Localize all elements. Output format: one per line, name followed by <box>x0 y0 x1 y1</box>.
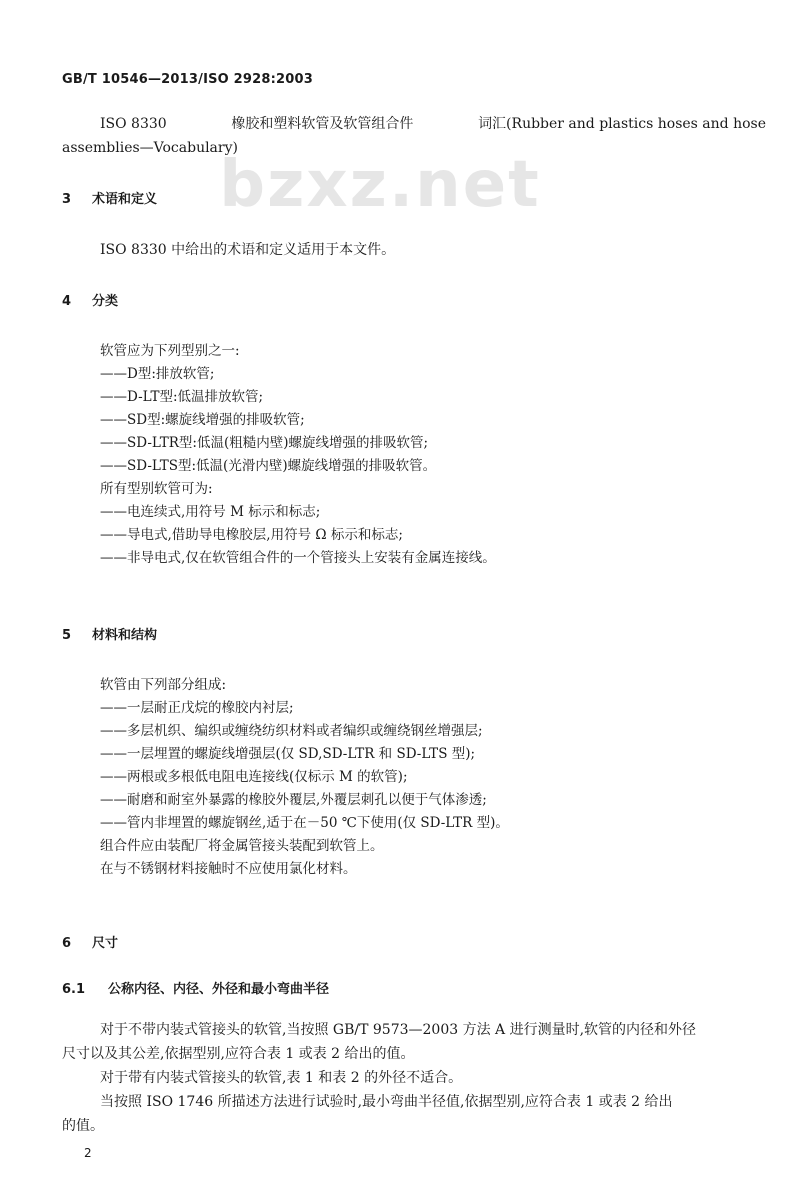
section-5-heading: 5 材料和结构 <box>62 628 158 643</box>
normative-reference <box>62 112 766 160</box>
paragraph-line: 尺寸以及其公差,依据型别,应符合表 1 或表 2 给出的值。 <box>62 1046 415 1062</box>
variants-intro: 所有型别软管可为: <box>100 481 213 497</box>
section-5-body <box>100 674 509 881</box>
list-item: ——非导电式,仅在软管组合件的一个管接头上安装有金属连接线。 <box>100 550 496 566</box>
section-6-1-body <box>62 1018 766 1138</box>
section-6-heading: 6 尺寸 <box>62 936 119 951</box>
watermark: bzxz.net <box>219 148 541 222</box>
section-6-1-heading: 6.1 公称内径、内径、外径和最小弯曲半径 <box>62 982 330 997</box>
paragraph-line: 对于带有内装式管接头的软管,表 1 和表 2 的外径不适合。 <box>100 1070 463 1086</box>
paragraph-line: 的值。 <box>62 1118 104 1134</box>
note-line: 组合件应由装配厂将金属管接头装配到软管上。 <box>100 838 384 854</box>
list-item: ——管内非埋置的螺旋钢丝,适于在－50 ℃下使用(仅 SD-LTR 型)。 <box>100 815 509 831</box>
list-item: ——SD-LTS型:低温(光滑内壁)螺旋线增强的排吸软管。 <box>100 458 437 474</box>
section-4-heading: 4 分类 <box>62 294 119 309</box>
list-item: ——一层埋置的螺旋线增强层(仅 SD,SD-LTR 和 SD-LTS 型); <box>100 746 476 762</box>
list-item: ——一层耐正戊烷的橡胶内衬层; <box>100 700 294 716</box>
composition-intro: 软管由下列部分组成: <box>100 677 227 693</box>
reference-vocabulary: 词汇(Rubber and plastics hoses and hose <box>478 116 766 132</box>
list-item: ——两根或多根低电阻电连接线(仅标示 M 的软管); <box>100 769 408 785</box>
list-item: ——耐磨和耐室外暴露的橡胶外覆层,外覆层刺孔以便于气体渗透; <box>100 792 487 808</box>
list-item: ——电连续式,用符号 M 标示和标志; <box>100 504 321 520</box>
page-number: 2 <box>84 1146 92 1160</box>
list-item: ——D-LT型:低温排放软管; <box>100 389 264 405</box>
reference-title: 橡胶和塑料软管及软管组合件 <box>231 116 414 132</box>
list-item: ——SD型:螺旋线增强的排吸软管; <box>100 412 305 428</box>
paragraph-line: 当按照 ISO 1746 所描述方法进行试验时,最小弯曲半径值,依据型别,应符合表 1 或表 2 给出 <box>100 1094 673 1110</box>
paragraph-line: 对于不带内装式管接头的软管,当按照 GB/T 9573—2003 方法 A 进行测量时,软管的内径和外径 <box>100 1022 697 1038</box>
section-4-body <box>100 340 496 570</box>
note-line: 在与不锈钢材料接触时不应使用氯化材料。 <box>100 861 357 877</box>
standard-code-header: GB/T 10546—2013/ISO 2928:2003 <box>62 72 314 87</box>
section-3-heading: 3 术语和定义 <box>62 192 158 207</box>
list-item: ——D型:排放软管; <box>100 366 215 382</box>
classification-intro: 软管应为下列型别之一: <box>100 343 240 359</box>
section-3-text: ISO 8330 中给出的术语和定义适用于本文件。 <box>100 242 396 258</box>
reference-code: ISO 8330 <box>100 116 167 132</box>
reference-vocabulary-end: assemblies—Vocabulary) <box>62 140 238 156</box>
list-item: ——SD-LTR型:低温(粗糙内壁)螺旋线增强的排吸软管; <box>100 435 429 451</box>
list-item: ——导电式,借助导电橡胶层,用符号 Ω 标示和标志; <box>100 527 403 543</box>
list-item: ——多层机织、编织或缠绕纺织材料或者编织或缠绕钢丝增强层; <box>100 723 483 739</box>
